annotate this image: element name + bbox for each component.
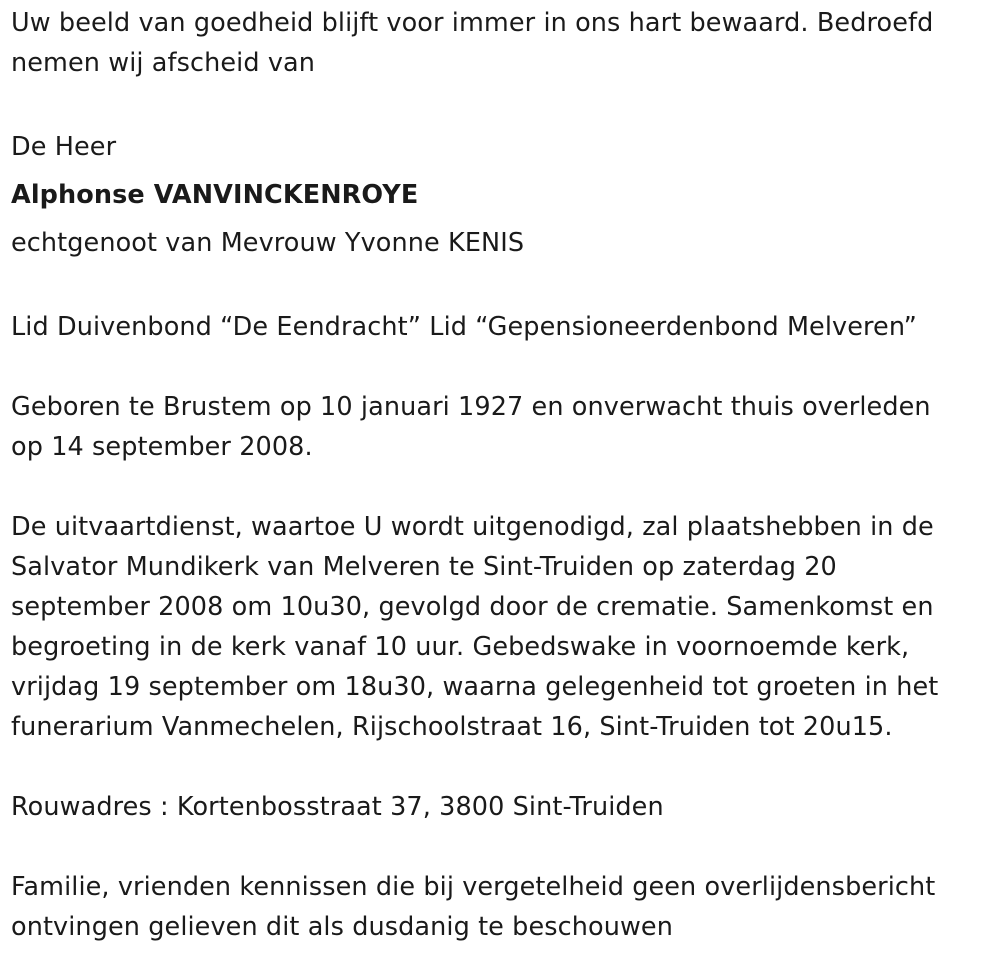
spacer — [11, 467, 986, 507]
obituary-notice — [11, 3, 986, 947]
spacer — [11, 267, 986, 307]
service-line-2: Salvator Mundikerk van Melveren te Sint-Truiden op zaterdag 20 — [11, 552, 837, 582]
spacer — [11, 827, 986, 867]
closing-line-1: Familie, vrienden kennissen die bij vergetelheid geen overlijdensbericht — [11, 872, 936, 902]
spouse-line: echtgenoot van Mevrouw Yvonne KENIS — [11, 228, 525, 258]
memberships-line: Lid Duivenbond “De Eendracht” Lid “Gepensioneerdenbond Melveren” — [11, 312, 917, 342]
service-line-4: begroeting in de kerk vanaf 10 uur. Gebedswake in voornoemde kerk, — [11, 632, 910, 662]
opening-line-2: nemen wij afscheid van — [11, 48, 315, 78]
spacer — [11, 347, 986, 387]
spacer — [11, 83, 986, 123]
service-line-5: vrijdag 19 september om 18u30, waarna gelegenheid tot groeten in het — [11, 672, 939, 702]
spacer — [11, 747, 986, 787]
birth-death-line-2: op 14 september 2008. — [11, 432, 313, 462]
deceased-name: Alphonse VANVINCKENROYE — [11, 180, 419, 210]
birth-death-line-1: Geboren te Brustem op 10 januari 1927 en onverwacht thuis overleden — [11, 392, 931, 422]
service-line-6: funerarium Vanmechelen, Rijschoolstraat 16, Sint-Truiden tot 20u15. — [11, 712, 893, 742]
service-line-3: september 2008 om 10u30, gevolgd door de crematie. Samenkomst en — [11, 592, 934, 622]
closing-line-2: ontvingen gelieven dit als dusdanig te beschouwen — [11, 912, 673, 942]
honorific: De Heer — [11, 132, 117, 162]
service-line-1: De uitvaartdienst, waartoe U wordt uitgenodigd, zal plaatshebben in de — [11, 512, 934, 542]
opening-line-1: Uw beeld van goedheid blijft voor immer in ons hart bewaard. Bedroefd — [11, 8, 934, 38]
mourning-address: Rouwadres : Kortenbosstraat 37, 3800 Sint-Truiden — [11, 792, 664, 822]
